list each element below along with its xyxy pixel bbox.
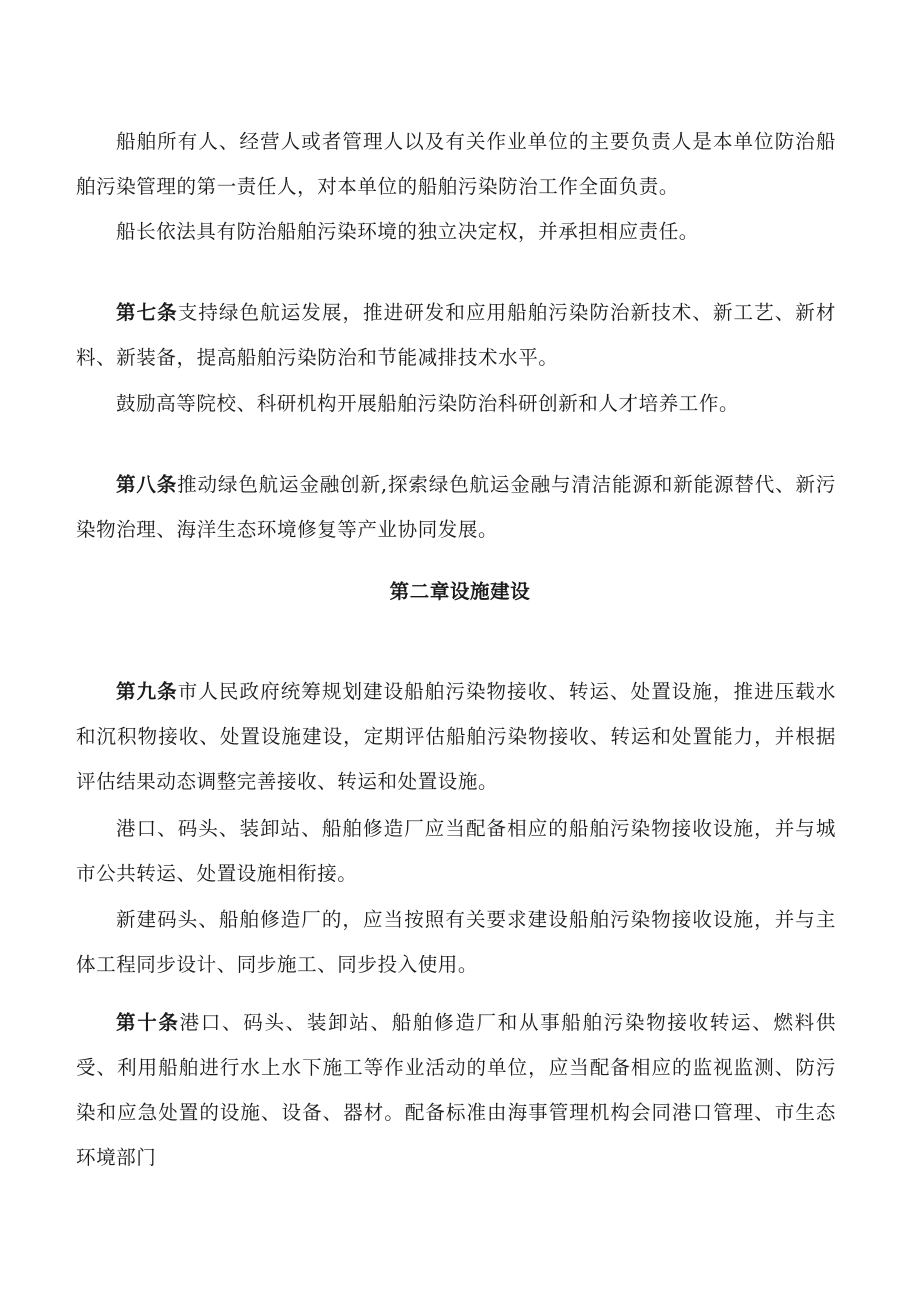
paragraph-captain-authority: 船长依法具有防治船舶污染环境的独立决定权，并承担相应责任。 [116,220,699,243]
article-10-number: 第十条 [116,1011,180,1034]
article-7-paragraph-2: 鼓励高等院校、科研机构开展船舶污染防治科研创新和人才培养工作。 [116,392,740,415]
article-7-text: 支持绿色航运发展，推进研发和应用船舶污染防治新技术、新工艺、新材料、新装备，提高船舶污染防治和节能减排技术水平。 [76,301,836,369]
article-10 [76,1000,836,1180]
article-8 [76,462,836,552]
article-9-paragraph-3: 新建码头、船舶修造厂的，应当按照有关要求建设船舶污染物接收设施，并与主体工程同步设计、同步施工、同步投入使用。 [76,908,836,976]
article-9-text: 市人民政府统筹规划建设船舶污染物接收、转运、处置设施，推进压载水和沉积物接收、处置设施建设，定期评估船舶污染物接收、转运和处置能力，并根据评估结果动态调整完善接收、转运和处置设施。 [76,680,836,793]
article-9 [76,669,836,804]
article-10-text: 港口、码头、装卸站、船舶修造厂和从事船舶污染物接收转运、燃料供受、利用船舶进行水上水下施工等作业活动的单位，应当配备相应的监视监测、防污染和应急处置的设施、设备、器材。配备标准由海事管理机构会同港口管理、市生态环境部门 [76,1011,836,1169]
chapter-2-title: 第二章设施建设 [389,580,531,603]
article-7-number: 第七条 [116,301,178,324]
article-9-paragraph-2: 港口、码头、装卸站、船舶修造厂应当配备相应的船舶污染物接收设施，并与城市公共转运、处置设施相衔接。 [76,817,836,885]
paragraph-responsible-person: 船舶所有人、经营人或者管理人以及有关作业单位的主要负责人是本单位防治船舶污染管理的第一责任人，对本单位的船舶污染防治工作全面负责。 [76,130,836,198]
article-8-number: 第八条 [116,473,178,496]
article-8-text: 推动绿色航运金融创新,探索绿色航运金融与清洁能源和新能源替代、新污染物治理、海洋生态环境修复等产业协同发展。 [76,473,836,541]
article-7 [76,290,836,380]
article-9-number: 第九条 [116,680,178,703]
